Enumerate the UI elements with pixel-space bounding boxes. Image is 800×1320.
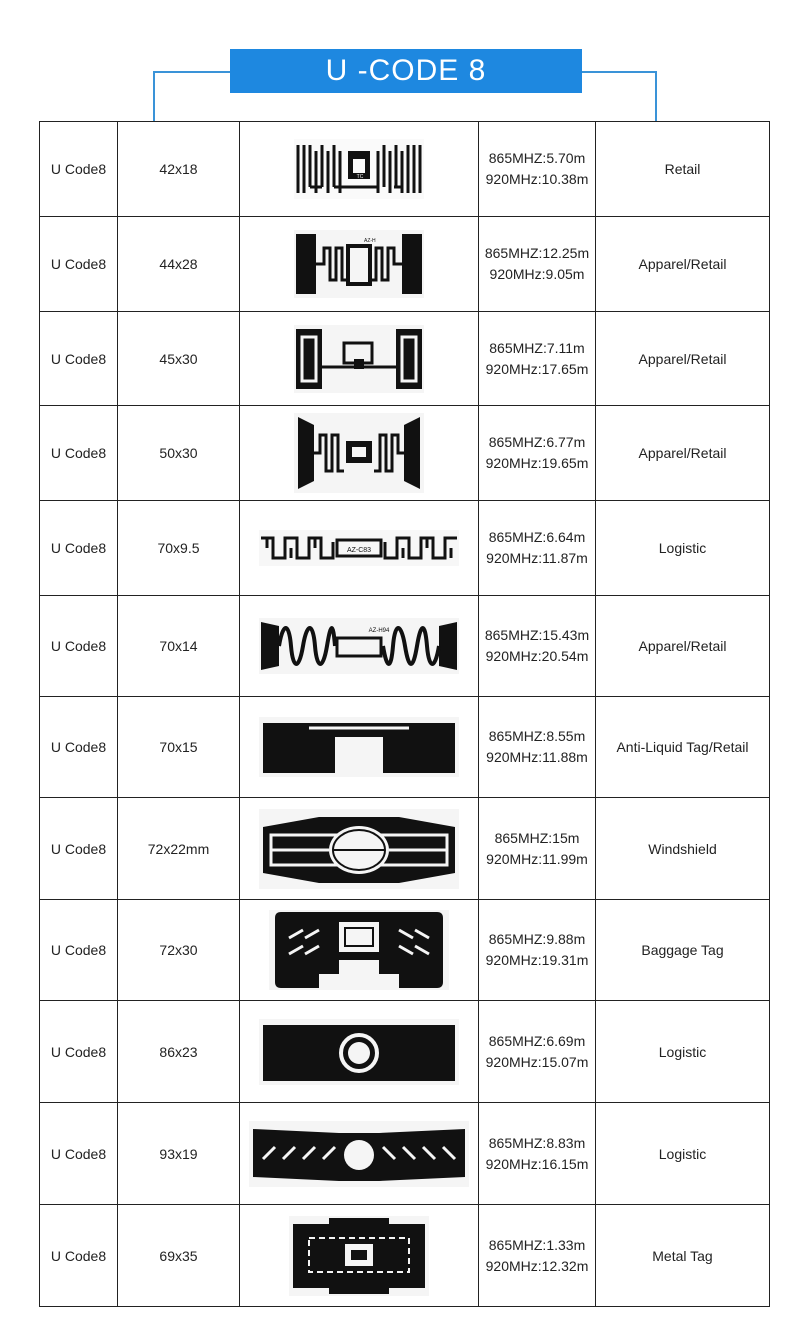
rfid-inlay-69x35-icon [240, 1205, 479, 1307]
range-865: 865MHZ:15.43m [484, 627, 590, 643]
model-cell: U Code8 [40, 217, 118, 312]
application-cell: Logistic [596, 1103, 770, 1205]
range-920: 920MHz:17.65m [485, 360, 589, 377]
range-920: 920MHz:11.88m [486, 749, 588, 765]
size-cell: 69x35 [118, 1205, 240, 1307]
table-row [40, 798, 770, 900]
application-cell: Logistic [596, 501, 770, 596]
table-row [40, 501, 770, 596]
size-cell: 42x18 [118, 122, 240, 217]
model-cell: U Code8 [40, 501, 118, 596]
read-range-cell [479, 697, 596, 798]
range-865: 865MHZ:5.70m [488, 150, 586, 166]
model-cell: U Code8 [40, 697, 118, 798]
table-row [40, 596, 770, 697]
svg-text:AZ-C83: AZ-C83 [346, 547, 372, 554]
model-cell: U Code8 [40, 1205, 118, 1307]
bracket-line-left [153, 71, 231, 73]
rfid-inlay-70x9.5-icon [240, 501, 479, 596]
read-range-cell [479, 900, 596, 1001]
svg-text:AZ-H: AZ-H [364, 238, 376, 244]
application-cell: Apparel/Retail [596, 312, 770, 406]
range-865: 865MHZ:8.83m [488, 1134, 586, 1151]
range-920: 920MHz:19.31m [485, 952, 589, 968]
range-920: 920MHz:15.07m [485, 1053, 589, 1070]
range-920: 920MHz:20.54m [485, 648, 589, 664]
range-865: 865MHZ:6.69m [488, 1032, 586, 1049]
table-row [40, 217, 770, 312]
range-920: 920MHz:11.99m [486, 850, 588, 867]
table-row [40, 1205, 770, 1307]
table-row [40, 312, 770, 406]
header-banner [0, 0, 800, 122]
size-cell: 70x14 [118, 596, 240, 697]
size-cell: 86x23 [118, 1001, 240, 1103]
range-865: 865MHZ:12.25m [484, 245, 590, 261]
range-865: 865MHZ:8.55m [488, 728, 586, 744]
read-range-cell [479, 406, 596, 501]
range-920: 920MHz:9.05m [489, 266, 585, 282]
application-cell: Anti-Liquid Tag/Retail [596, 697, 770, 798]
rfid-inlay-93x19-icon [240, 1103, 479, 1205]
rfid-inlay-72x22-icon [240, 798, 479, 900]
table-row [40, 1103, 770, 1205]
table-row [40, 900, 770, 1001]
read-range-cell [479, 596, 596, 697]
range-865: 865MHZ:6.64m [488, 529, 586, 545]
range-865: 865MHZ:9.88m [488, 931, 586, 947]
read-range-cell [479, 1205, 596, 1307]
bracket-line-right [581, 71, 657, 73]
model-cell: U Code8 [40, 122, 118, 217]
page-title: U -CODE 8 [230, 49, 582, 93]
read-range-cell [479, 501, 596, 596]
application-cell: Windshield [596, 798, 770, 900]
application-cell: Baggage Tag [596, 900, 770, 1001]
read-range-cell [479, 312, 596, 406]
read-range-cell [479, 1103, 596, 1205]
size-cell: 70x15 [118, 697, 240, 798]
size-cell: 72x30 [118, 900, 240, 1001]
table-row [40, 1001, 770, 1103]
size-cell: 45x30 [118, 312, 240, 406]
read-range-cell [479, 217, 596, 312]
rfid-inlay-45x30-icon [240, 312, 479, 406]
application-cell: Metal Tag [596, 1205, 770, 1307]
application-cell: Apparel/Retail [596, 596, 770, 697]
range-920: 920MHz:16.15m [485, 1155, 589, 1172]
svg-text:AZ-H94: AZ-H94 [368, 628, 390, 634]
bracket-line-left-vertical [153, 71, 155, 122]
table-row [40, 406, 770, 501]
model-cell: U Code8 [40, 596, 118, 697]
rfid-inlay-50x30-icon [240, 406, 479, 501]
range-920: 920MHz:12.32m [485, 1257, 589, 1274]
table-row [40, 122, 770, 217]
rfid-inlay-72x30-icon [240, 900, 479, 1001]
application-cell: Logistic [596, 1001, 770, 1103]
size-cell: 93x19 [118, 1103, 240, 1205]
model-cell: U Code8 [40, 312, 118, 406]
size-cell: 72x22mm [118, 798, 240, 900]
rfid-inlay-42x18-icon [240, 122, 479, 217]
read-range-cell [479, 1001, 596, 1103]
model-cell: U Code8 [40, 798, 118, 900]
application-cell: Retail [596, 122, 770, 217]
model-cell: U Code8 [40, 1001, 118, 1103]
size-cell: 44x28 [118, 217, 240, 312]
bracket-line-right-vertical [655, 71, 657, 122]
rfid-inlay-44x28-icon [240, 217, 479, 312]
read-range-cell [479, 798, 596, 900]
range-920: 920MHz:11.87m [486, 550, 588, 566]
model-cell: U Code8 [40, 1103, 118, 1205]
table-row [40, 697, 770, 798]
application-cell: Apparel/Retail [596, 406, 770, 501]
range-865: 865MHZ:1.33m [488, 1236, 586, 1253]
read-range-cell [479, 122, 596, 217]
rfid-inlay-86x23-icon [240, 1001, 479, 1103]
rfid-inlay-70x15-icon [240, 697, 479, 798]
size-cell: 50x30 [118, 406, 240, 501]
range-865: 865MHZ:15m [494, 829, 580, 846]
application-cell: Apparel/Retail [596, 217, 770, 312]
spec-table [39, 121, 770, 1307]
size-cell: 70x9.5 [118, 501, 240, 596]
range-920: 920MHz:10.38m [485, 171, 589, 187]
model-cell: U Code8 [40, 900, 118, 1001]
rfid-inlay-70x14-icon [240, 596, 479, 697]
svg-text:TC: TC [356, 174, 364, 180]
range-865: 865MHZ:7.11m [489, 339, 585, 356]
range-920: 920MHz:19.65m [485, 455, 589, 471]
range-865: 865MHZ:6.77m [488, 434, 586, 450]
model-cell: U Code8 [40, 406, 118, 501]
